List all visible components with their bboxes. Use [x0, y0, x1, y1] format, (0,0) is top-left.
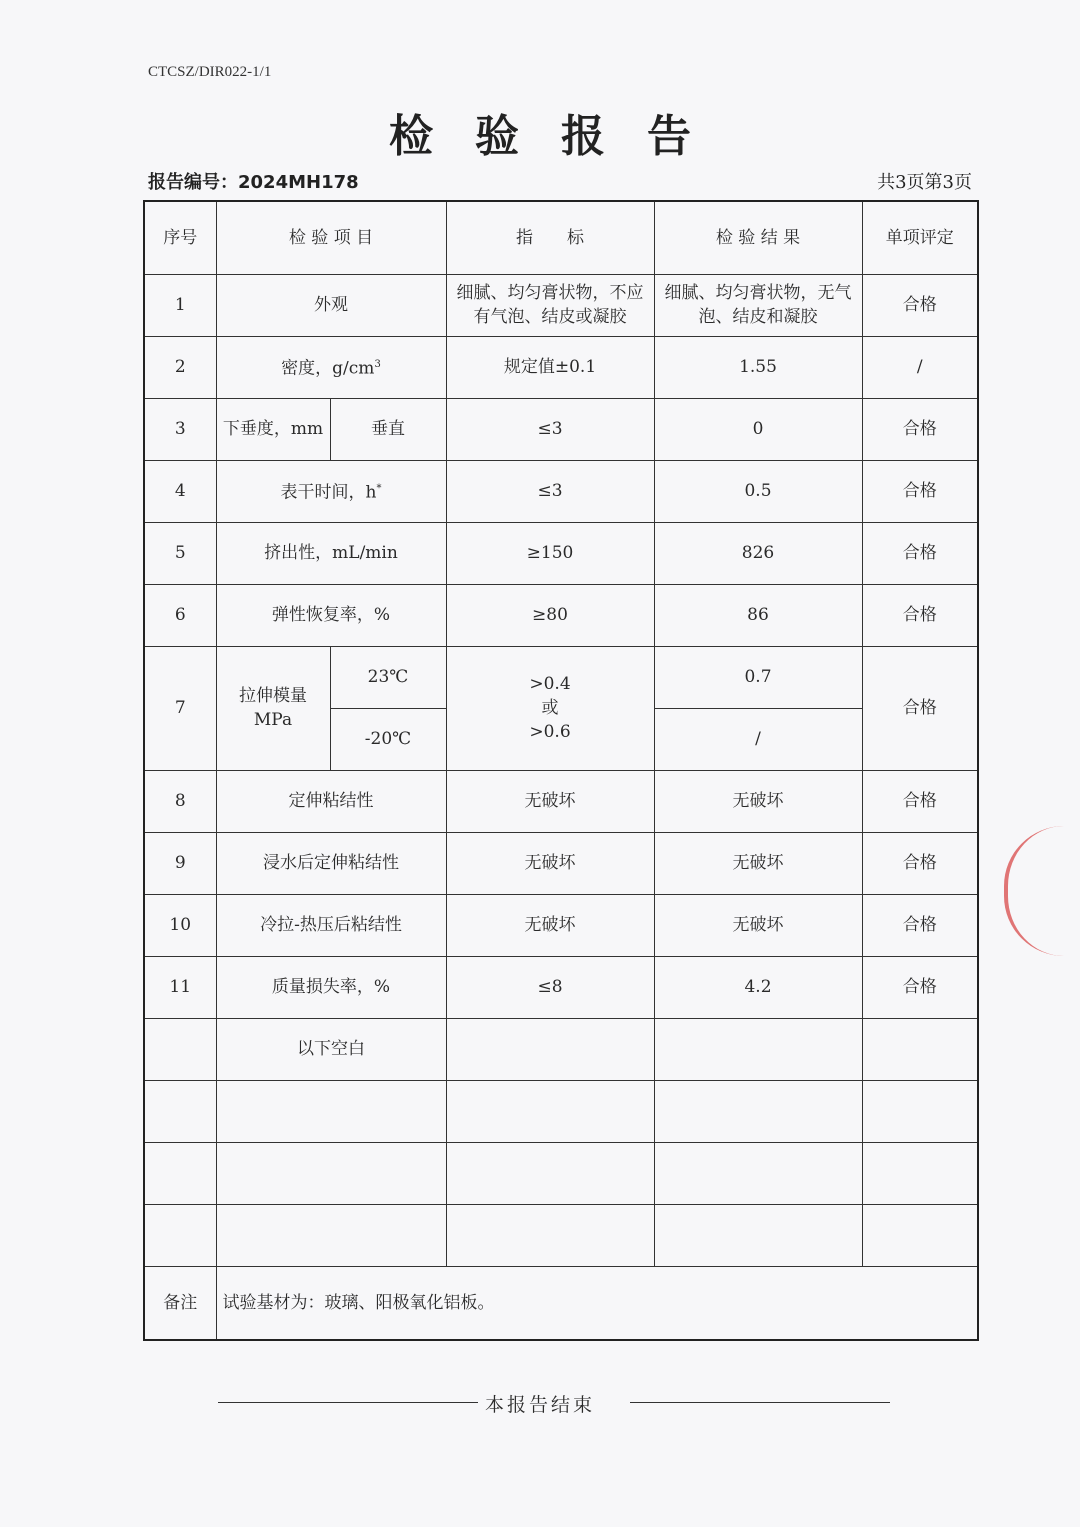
row-result: / [654, 708, 862, 770]
blank-note: 以下空白 [216, 1018, 446, 1080]
row-result: 1.55 [654, 336, 862, 398]
document-title: 检验报告 [389, 111, 733, 162]
row-item: 外观 [216, 274, 446, 336]
row-judge: 合格 [862, 584, 978, 646]
end-text: 本报告结束 [484, 1394, 595, 1416]
row-item-sup: 3 [374, 359, 381, 371]
table-row [144, 956, 978, 1018]
row-no: 1 [144, 274, 216, 336]
row-spec [446, 646, 654, 770]
row-spec: 无破坏 [446, 832, 654, 894]
blank-cell [144, 1018, 216, 1080]
row-judge: 合格 [862, 956, 978, 1018]
row-no: 9 [144, 832, 216, 894]
row-result: 无破坏 [654, 894, 862, 956]
row-judge: 合格 [862, 832, 978, 894]
row-spec-a: >0.4 [529, 674, 571, 694]
row-no: 2 [144, 336, 216, 398]
row-spec-b: >0.6 [529, 722, 571, 742]
row-result: 4.2 [654, 956, 862, 1018]
table-row-empty [144, 1204, 978, 1266]
row-sub-item: 23℃ [330, 646, 446, 708]
row-item [216, 460, 446, 522]
header-no: 序号 [144, 201, 216, 274]
row-item: 下垂度，mm [216, 398, 330, 460]
row-item [216, 646, 330, 770]
table-row [144, 770, 978, 832]
blank-cell [446, 1204, 654, 1266]
table-row [144, 584, 978, 646]
row-spec: ≤3 [446, 460, 654, 522]
row-spec: ≥80 [446, 584, 654, 646]
row-item-text: 密度，g/cm [281, 358, 375, 379]
blank-cell [446, 1018, 654, 1080]
blank-cell [446, 1080, 654, 1142]
blank-cell [862, 1018, 978, 1080]
row-result: 无破坏 [654, 832, 862, 894]
table-row [144, 336, 978, 398]
table-row [144, 646, 978, 708]
row-result: 0.7 [654, 646, 862, 708]
header-result: 检 验 结 果 [654, 201, 862, 274]
row-judge: 合格 [862, 522, 978, 584]
blank-cell [862, 1080, 978, 1142]
row-result: 细腻、均匀膏状物，无气泡、结皮和凝胶 [654, 274, 862, 336]
row-spec: 无破坏 [446, 894, 654, 956]
row-spec: 无破坏 [446, 770, 654, 832]
table-row [144, 522, 978, 584]
row-no: 8 [144, 770, 216, 832]
row-item: 浸水后定伸粘结性 [216, 832, 446, 894]
row-judge: 合格 [862, 398, 978, 460]
row-judge: 合格 [862, 646, 978, 770]
row-judge: 合格 [862, 894, 978, 956]
blank-cell [654, 1142, 862, 1204]
row-item-sup: * [376, 483, 382, 495]
row-result: 无破坏 [654, 770, 862, 832]
blank-cell [654, 1018, 862, 1080]
row-no: 5 [144, 522, 216, 584]
row-item: 冷拉-热压后粘结性 [216, 894, 446, 956]
row-no: 4 [144, 460, 216, 522]
blank-cell [654, 1204, 862, 1266]
row-judge: / [862, 336, 978, 398]
row-spec: ≤3 [446, 398, 654, 460]
table-row [144, 832, 978, 894]
row-spec: 规定值±0.1 [446, 336, 654, 398]
row-result: 0 [654, 398, 862, 460]
row-sub-item: -20℃ [330, 708, 446, 770]
row-spec: 细腻、均匀膏状物，不应有气泡、结皮或凝胶 [446, 274, 654, 336]
remark-label: 备注 [144, 1266, 216, 1340]
row-result: 86 [654, 584, 862, 646]
table-row-blank-note [144, 1018, 978, 1080]
table-row-empty [144, 1142, 978, 1204]
row-spec: ≥150 [446, 522, 654, 584]
table-row [144, 274, 978, 336]
header-item: 检 验 项 目 [216, 201, 446, 274]
blank-cell [216, 1204, 446, 1266]
blank-cell [654, 1080, 862, 1142]
blank-cell [446, 1142, 654, 1204]
row-item [216, 336, 446, 398]
blank-cell [144, 1142, 216, 1204]
table-row-empty [144, 1080, 978, 1142]
blank-cell [216, 1142, 446, 1204]
table-header-row [144, 201, 978, 274]
row-result: 0.5 [654, 460, 862, 522]
row-no: 10 [144, 894, 216, 956]
inspection-table [143, 200, 979, 1341]
row-judge: 合格 [862, 274, 978, 336]
row-item: 挤出性，mL/min [216, 522, 446, 584]
table-row [144, 398, 978, 460]
row-item: 质量损失率，% [216, 956, 446, 1018]
row-sub-item: 垂直 [330, 398, 446, 460]
table-row [144, 894, 978, 956]
blank-cell [216, 1080, 446, 1142]
header-judge: 单项评定 [862, 201, 978, 274]
row-item-unit: MPa [253, 710, 293, 730]
document-code: CTCSZ/DIR022-1/1 [148, 64, 272, 80]
report-number: 报告编号：2024MH178 [148, 172, 359, 193]
row-no: 11 [144, 956, 216, 1018]
row-item: 定伸粘结性 [216, 770, 446, 832]
row-judge: 合格 [862, 770, 978, 832]
end-divider-right [630, 1402, 890, 1403]
row-item: 弹性恢复率，% [216, 584, 446, 646]
row-no: 7 [144, 646, 216, 770]
row-spec: ≤8 [446, 956, 654, 1018]
red-seal-stamp [1004, 826, 1068, 956]
remark-text: 试验基材为：玻璃、阳极氧化铝板。 [216, 1266, 978, 1340]
row-item-text: 拉伸模量 [239, 686, 307, 706]
blank-cell [862, 1142, 978, 1204]
row-judge: 合格 [862, 460, 978, 522]
row-item-text: 表干时间，h [280, 482, 377, 503]
page-info: 共3页第3页 [877, 172, 972, 193]
row-no: 6 [144, 584, 216, 646]
header-spec: 指 标 [446, 201, 654, 274]
row-result: 826 [654, 522, 862, 584]
row-spec-or: 或 [541, 698, 559, 718]
blank-cell [144, 1080, 216, 1142]
blank-cell [144, 1204, 216, 1266]
row-no: 3 [144, 398, 216, 460]
blank-cell [862, 1204, 978, 1266]
table-row [144, 460, 978, 522]
remark-row [144, 1266, 978, 1340]
